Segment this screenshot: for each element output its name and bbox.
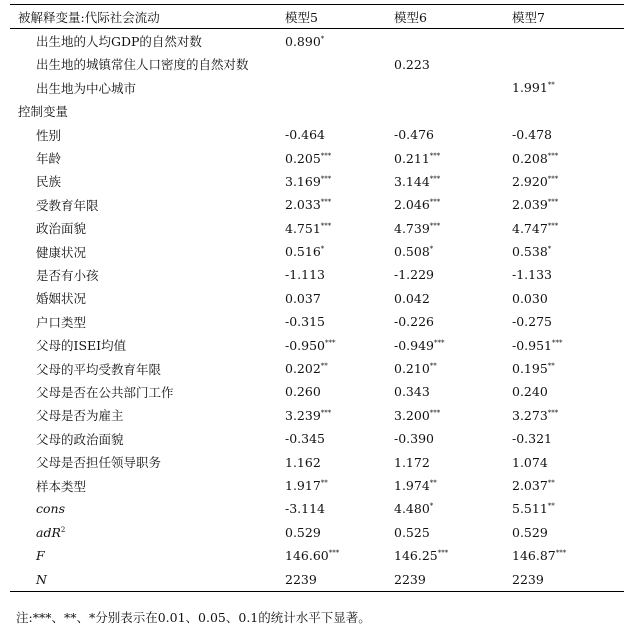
coefficient-value: 0.343 [394, 384, 430, 400]
row-label-text: 婚姻状况 [36, 291, 87, 307]
coefficient-value: 1.974 [394, 478, 430, 493]
row-label-text: 是否有小孩 [36, 267, 99, 283]
significance-stars: *** [429, 151, 441, 160]
significance-stars: * [429, 245, 434, 254]
table-row [10, 380, 624, 403]
coefficient-value: 4.751 [285, 220, 321, 236]
model-6-cell [394, 450, 512, 473]
coefficient-value: 2239 [512, 571, 544, 587]
coefficient-value: 1.172 [394, 454, 430, 470]
coefficient-value: 2239 [394, 571, 426, 587]
significance-stars: * [320, 34, 325, 43]
coefficient-value: -1.113 [285, 267, 326, 283]
significance-stars: *** [547, 221, 559, 230]
row-label [10, 100, 285, 123]
model-6-cell [394, 427, 512, 450]
significance-stars: *** [320, 221, 332, 230]
coefficient-value: 0.210 [394, 361, 430, 377]
model-6-cell [394, 474, 512, 497]
model-5-cell [285, 380, 394, 403]
coefficient-value: 4.739 [394, 220, 430, 236]
coefficient-value: 0.211 [394, 150, 430, 166]
significance-stars: *** [320, 408, 332, 417]
model-5-cell [285, 170, 394, 193]
coefficient-value: -0.949 [394, 337, 435, 353]
row-label-text: 性别 [36, 127, 62, 143]
model-7-cell [512, 544, 624, 567]
significance-stars: *** [429, 174, 441, 183]
coefficient-value: 2.046 [394, 197, 430, 213]
significance-stars: *** [320, 198, 332, 207]
model-7-cell [512, 357, 624, 380]
significance-stars: *** [555, 549, 567, 558]
model-5-cell [285, 544, 394, 567]
table-row [10, 450, 624, 473]
model-5-cell [285, 427, 394, 450]
table-row [10, 123, 624, 146]
table-row [10, 263, 624, 286]
model-6-cell [394, 544, 512, 567]
coefficient-value: 0.208 [512, 150, 548, 166]
coefficient-value: 0.516 [285, 244, 321, 260]
significance-stars: *** [434, 338, 445, 347]
row-label [10, 146, 285, 169]
row-label-text: 民族 [36, 174, 62, 190]
row-label [10, 240, 285, 263]
row-label-text: 户口类型 [36, 314, 87, 330]
table-body [10, 29, 624, 591]
coefficient-value: 1.074 [512, 454, 548, 470]
model-5-cell [285, 521, 394, 544]
coefficient-value: -0.950 [285, 337, 326, 353]
significance-stars: *** [328, 549, 340, 558]
model-7-cell [512, 380, 624, 403]
model-5-cell [285, 497, 394, 520]
model-7-cell [512, 497, 624, 520]
table-row [10, 287, 624, 310]
regression-table [10, 4, 624, 592]
coefficient-value: 4.480 [394, 501, 430, 517]
model-6-cell [394, 53, 512, 76]
coefficient-value: 0.508 [394, 244, 430, 260]
row-label [10, 404, 285, 427]
significance-stars: *** [429, 221, 441, 230]
model-7-cell [512, 404, 624, 427]
row-label-text: N [36, 571, 47, 587]
coefficient-value: -1.133 [512, 267, 553, 283]
coefficient-value: 1.991 [512, 80, 548, 96]
row-label-text: 政治面貌 [36, 221, 87, 237]
row-label-superscript: 2 [60, 525, 66, 534]
model-5-cell [285, 123, 394, 146]
significance-stars: *** [320, 151, 332, 160]
model-7-cell [512, 53, 624, 76]
coefficient-value: -0.275 [512, 314, 553, 330]
model-6-cell [394, 170, 512, 193]
model-6-header: 模型6 [394, 9, 427, 25]
coefficient-value: 146.60 [285, 548, 329, 564]
model-6-cell [394, 497, 512, 520]
significance-stars: * [547, 245, 552, 254]
model-5-cell [285, 76, 394, 99]
model-7-cell [512, 333, 624, 356]
coefficient-value: 4.747 [512, 220, 548, 236]
model-7-cell [512, 521, 624, 544]
model-6-cell [394, 567, 512, 591]
model-6-cell [394, 217, 512, 240]
table-note: 注:***、**、*分别表示在0.01、0.05、0.1的统计水平下显著。 [16, 610, 371, 625]
model-5-cell [285, 450, 394, 473]
model-7-cell [512, 474, 624, 497]
model-6-cell [394, 357, 512, 380]
coefficient-value: 0.240 [512, 384, 548, 400]
row-label-text: 年龄 [36, 151, 62, 167]
model-7-header: 模型7 [512, 9, 545, 25]
table-row [10, 404, 624, 427]
coefficient-value: 3.239 [285, 407, 321, 423]
coefficient-value: -0.345 [285, 431, 326, 447]
coefficient-value: -3.114 [285, 501, 326, 517]
coefficient-value: 1.162 [285, 454, 321, 470]
row-label [10, 76, 285, 99]
model-6-cell [394, 380, 512, 403]
table-row [10, 146, 624, 169]
significance-stars: *** [437, 549, 449, 558]
row-label [10, 427, 285, 450]
model-7-cell [512, 29, 624, 53]
significance-stars: *** [429, 198, 441, 207]
significance-stars: *** [547, 198, 559, 207]
row-label-text: 出生地的人均GDP的自然对数 [36, 34, 202, 50]
row-label [10, 310, 285, 333]
row-label [10, 170, 285, 193]
coefficient-value: -0.226 [394, 314, 435, 330]
coefficient-value: 0.525 [394, 524, 430, 540]
model-6-cell [394, 333, 512, 356]
significance-stars: *** [325, 338, 336, 347]
row-label [10, 450, 285, 473]
significance-stars: *** [547, 408, 559, 417]
model-5-cell [285, 53, 394, 76]
model-5-cell [285, 310, 394, 333]
coefficient-value: 2239 [285, 571, 317, 587]
table-row [10, 357, 624, 380]
model-5-cell [285, 404, 394, 427]
table-row [10, 29, 624, 53]
row-label-text: adR [36, 524, 61, 540]
model-6-cell [394, 310, 512, 333]
model-6-cell [394, 287, 512, 310]
table-row [10, 567, 624, 591]
table-row [10, 310, 624, 333]
model-5-cell [285, 217, 394, 240]
coefficient-value: 0.205 [285, 150, 321, 166]
coefficient-value: 3.144 [394, 173, 430, 189]
model-7-cell [512, 287, 624, 310]
significance-stars: *** [429, 408, 441, 417]
coefficient-value: -0.321 [512, 431, 553, 447]
coefficient-value: -0.464 [285, 127, 326, 143]
coefficient-value: 146.25 [394, 548, 438, 564]
row-label [10, 380, 285, 403]
group-header-row [10, 100, 624, 123]
significance-stars: * [429, 502, 434, 511]
model-5-header: 模型5 [285, 9, 318, 25]
coefficient-value: -0.951 [512, 337, 553, 353]
coefficient-value: 0.202 [285, 361, 321, 377]
model-6-cell [394, 29, 512, 53]
row-label [10, 53, 285, 76]
row-label-text: cons [36, 501, 65, 517]
coefficient-value: 0.529 [512, 524, 548, 540]
model-7-cell [512, 450, 624, 473]
row-label-text: 出生地为中心城市 [36, 80, 137, 96]
row-label [10, 287, 285, 310]
model-6-cell [394, 76, 512, 99]
table-row [10, 427, 624, 450]
model-5-cell [285, 240, 394, 263]
model-7-cell [512, 100, 624, 123]
significance-stars: ** [547, 81, 555, 90]
model-5-cell [285, 333, 394, 356]
table-row [10, 497, 624, 520]
coefficient-value: 0.195 [512, 361, 548, 377]
row-label-text: 健康状况 [36, 244, 87, 260]
model-7-cell [512, 76, 624, 99]
row-label-text: 控制变量 [18, 104, 69, 120]
coefficient-value: 0.223 [394, 56, 430, 72]
coefficient-value: 2.033 [285, 197, 321, 213]
coefficient-value: 3.200 [394, 407, 430, 423]
model-6-cell [394, 193, 512, 216]
significance-stars: ** [429, 362, 437, 371]
dependent-variable-header: 被解释变量:代际社会流动 [18, 9, 160, 25]
table-header-row [10, 5, 624, 29]
coefficient-value: 2.037 [512, 478, 548, 493]
significance-stars: *** [547, 174, 559, 183]
model-5-cell [285, 567, 394, 591]
table-row [10, 240, 624, 263]
model-7-cell [512, 427, 624, 450]
significance-stars: ** [547, 479, 555, 487]
row-label-text: 父母是否为雇主 [36, 408, 124, 424]
model-5-cell [285, 287, 394, 310]
table-row [10, 333, 624, 356]
row-label [10, 217, 285, 240]
model-6-cell [394, 100, 512, 123]
row-label-text: 受教育年限 [36, 197, 99, 213]
table-row [10, 193, 624, 216]
model-7-cell [512, 217, 624, 240]
model-6-cell [394, 146, 512, 169]
coefficient-value: -0.390 [394, 431, 435, 447]
model-5-cell [285, 474, 394, 497]
table-row [10, 170, 624, 193]
coefficient-value: -0.476 [394, 127, 435, 143]
model-7-cell [512, 240, 624, 263]
coefficient-value: 0.042 [394, 290, 430, 306]
row-label-text: 父母的平均受教育年限 [36, 361, 162, 377]
row-label [10, 333, 285, 356]
model-7-cell [512, 170, 624, 193]
significance-stars: ** [320, 479, 328, 487]
row-label-text: 样本类型 [36, 478, 87, 494]
table-row [10, 76, 624, 99]
model-6-cell [394, 263, 512, 286]
model-6-cell [394, 240, 512, 263]
coefficient-value: 0.890 [285, 33, 321, 49]
model-7-cell [512, 123, 624, 146]
coefficient-value: -0.478 [512, 127, 553, 143]
row-label [10, 193, 285, 216]
model-5-cell [285, 263, 394, 286]
model-7-cell [512, 263, 624, 286]
model-5-cell [285, 100, 394, 123]
row-label-text: 父母是否在公共部门工作 [36, 384, 174, 400]
coefficient-value: 0.529 [285, 524, 321, 540]
model-5-cell [285, 146, 394, 169]
coefficient-value: 3.169 [285, 173, 321, 189]
model-5-cell [285, 29, 394, 53]
coefficient-value: 146.87 [512, 548, 556, 564]
coefficient-value: -1.229 [394, 267, 435, 283]
significance-stars: ** [429, 479, 437, 487]
coefficient-value: 0.030 [512, 290, 548, 306]
row-label [10, 521, 285, 544]
significance-stars: *** [320, 174, 332, 183]
significance-stars: *** [552, 338, 563, 347]
significance-stars: ** [547, 502, 555, 511]
model-5-cell [285, 193, 394, 216]
row-label [10, 474, 285, 497]
row-label [10, 263, 285, 286]
coefficient-value: 0.037 [285, 290, 321, 306]
coefficient-value: 2.920 [512, 173, 548, 189]
row-label [10, 29, 285, 53]
model-7-cell [512, 193, 624, 216]
coefficient-value: 0.260 [285, 384, 321, 400]
row-label-text: F [36, 548, 45, 564]
table-row [10, 474, 624, 497]
significance-stars: ** [547, 362, 555, 371]
coefficient-value: 2.039 [512, 197, 548, 213]
model-6-cell [394, 521, 512, 544]
row-label [10, 497, 285, 520]
model-6-cell [394, 404, 512, 427]
row-label [10, 567, 285, 591]
table-row [10, 521, 624, 544]
model-6-cell [394, 123, 512, 146]
model-7-cell [512, 146, 624, 169]
row-label-text: 父母是否担任领导职务 [36, 455, 162, 471]
row-label [10, 357, 285, 380]
significance-stars: * [320, 245, 325, 254]
row-label [10, 123, 285, 146]
model-7-cell [512, 567, 624, 591]
coefficient-value: 3.273 [512, 407, 548, 423]
model-7-cell [512, 310, 624, 333]
coefficient-value: 1.917 [285, 478, 321, 493]
table-row [10, 544, 624, 567]
row-label-text: 父母的ISEI均值 [36, 338, 127, 354]
significance-stars: *** [547, 151, 559, 160]
row-label [10, 544, 285, 567]
table-row [10, 53, 624, 76]
table-row [10, 217, 624, 240]
row-label-text: 父母的政治面貌 [36, 431, 124, 447]
row-label-text: 出生地的城镇常住人口密度的自然对数 [36, 57, 249, 73]
model-5-cell [285, 357, 394, 380]
coefficient-value: -0.315 [285, 314, 326, 330]
coefficient-value: 0.538 [512, 244, 548, 260]
significance-stars: ** [320, 362, 328, 371]
coefficient-value: 5.511 [512, 501, 548, 517]
